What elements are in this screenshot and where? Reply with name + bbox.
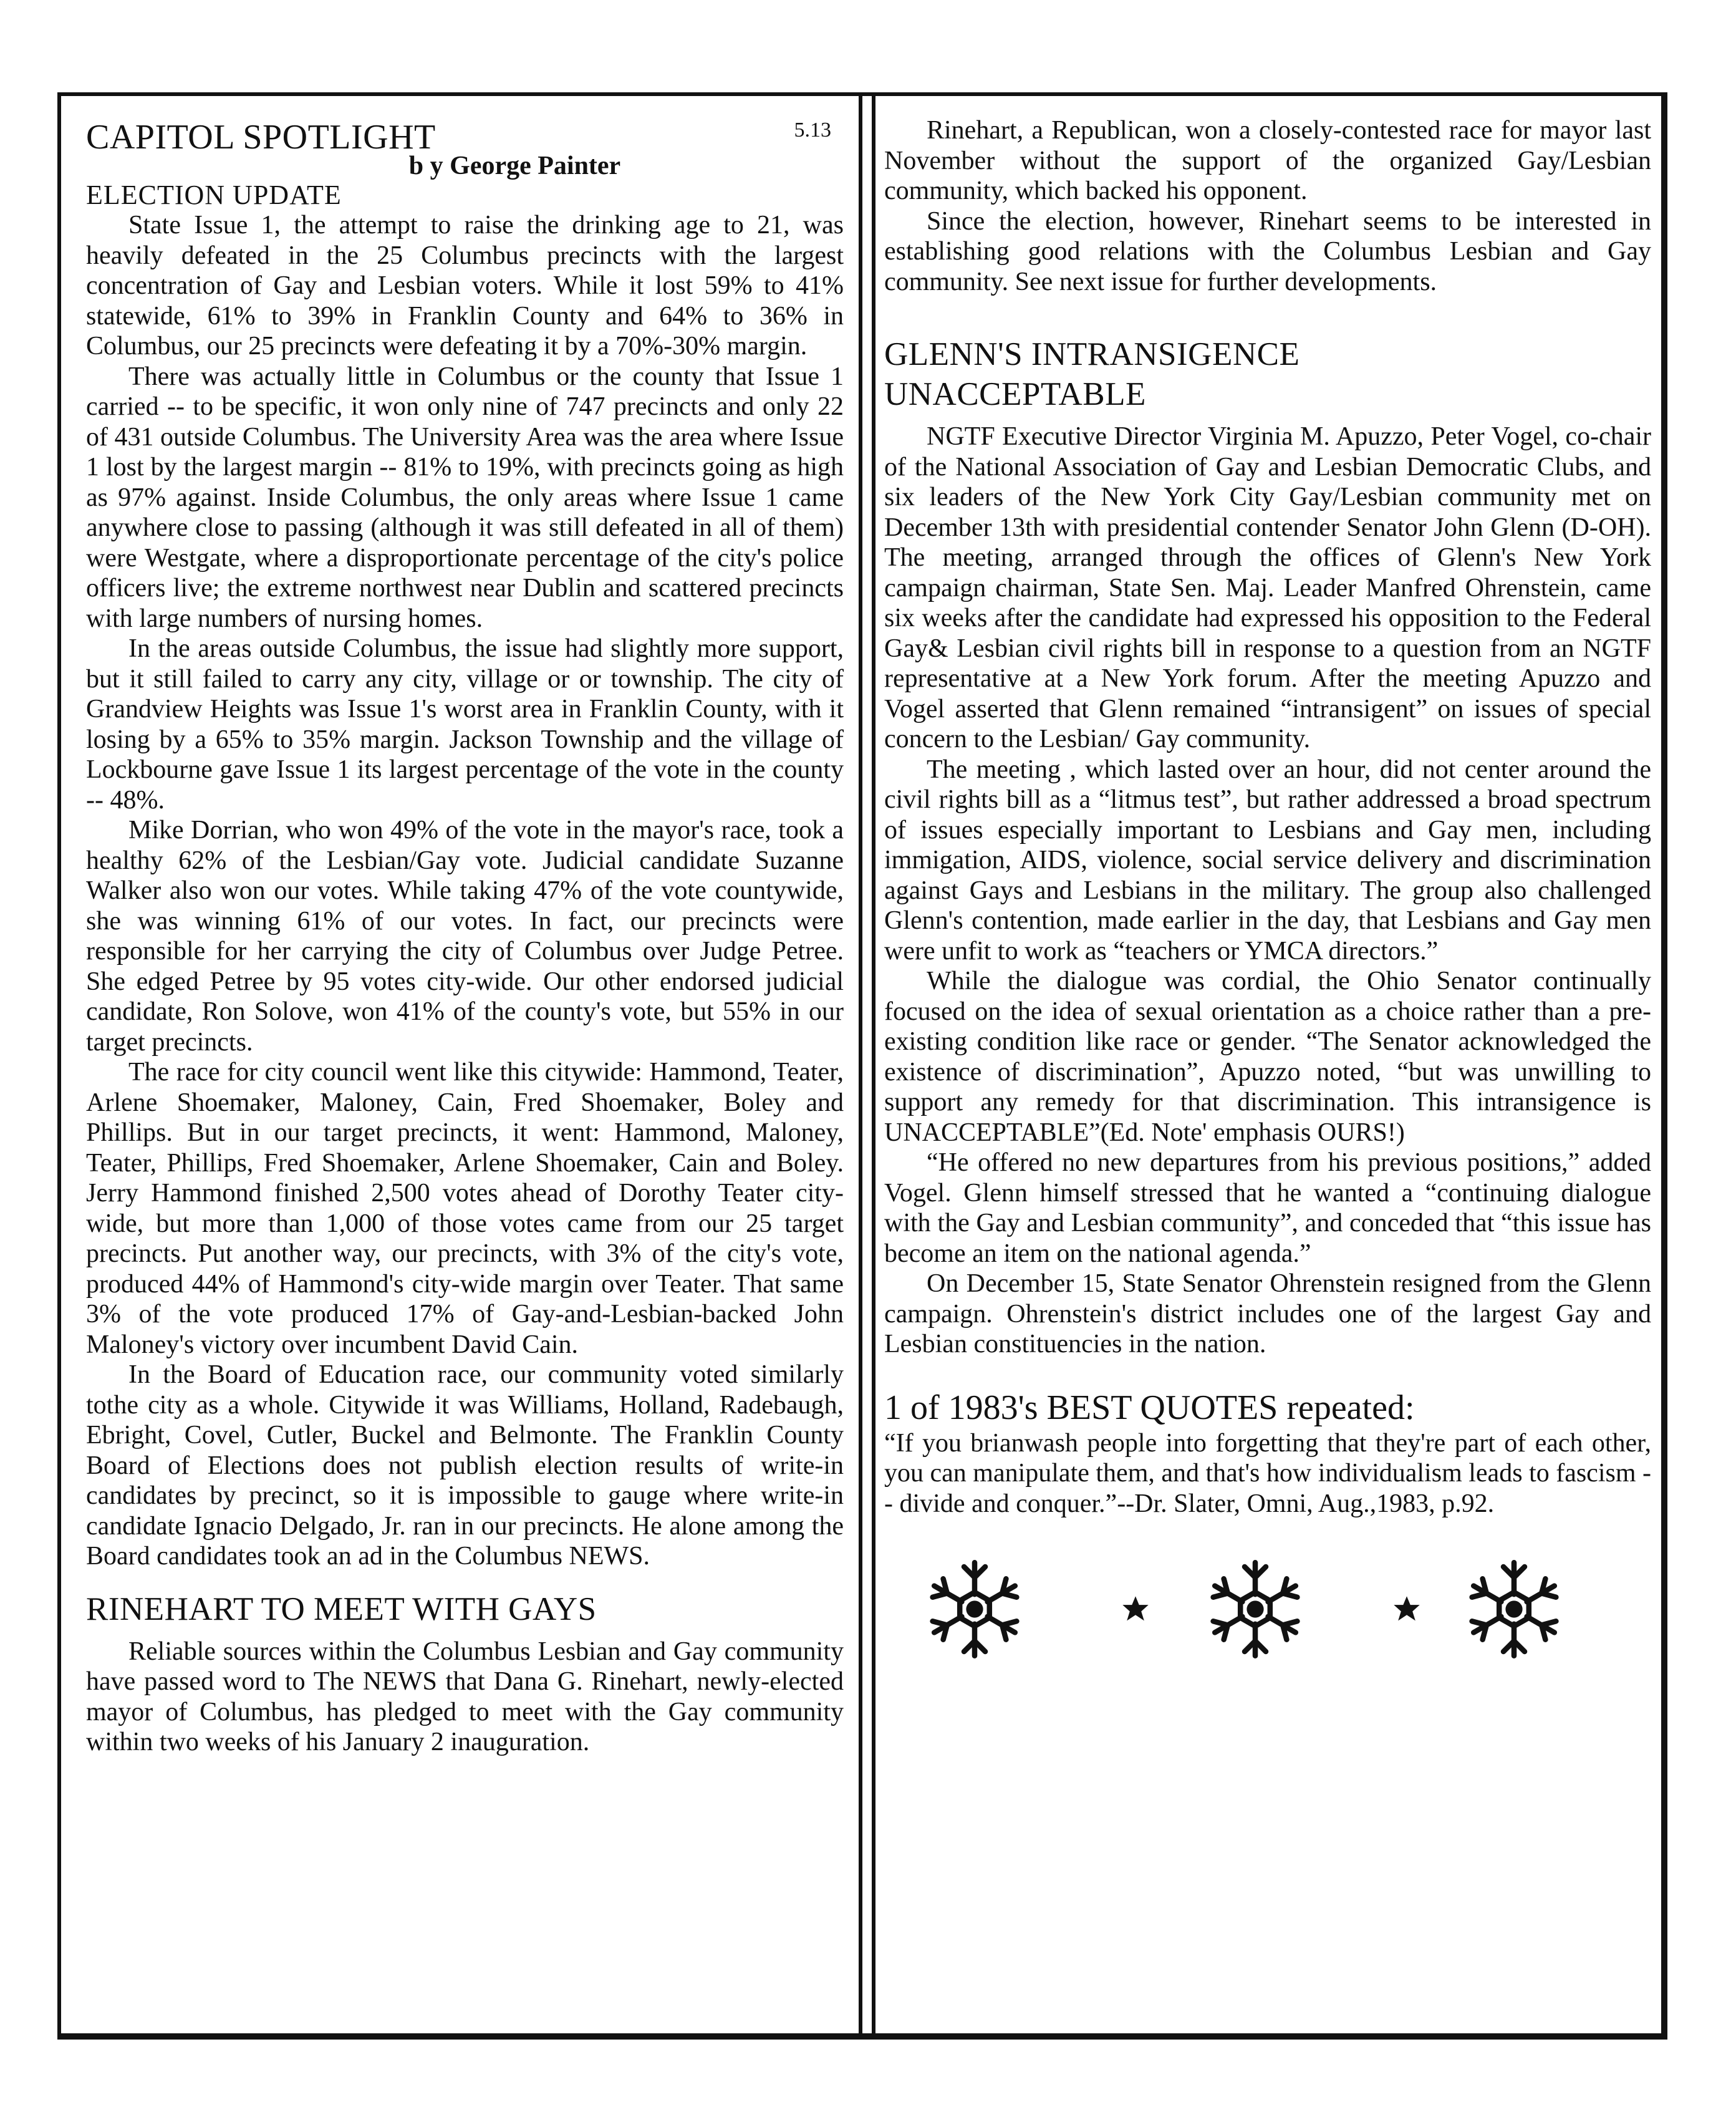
article-paragraph: Mike Dorrian, who won 49% of the vote in the mayor's race, took a healthy 62% of the Lesbian/Gay vote. Judicial candidate Suzanne Walker also won our votes. While taking 47% of the vote countywide, she was winning 61% of our votes. In fact, our precincts were responsible for her carrying the city of Columbus over Judge Petree. She edged Petree by 95 votes city-wide. Our other endorsed judicial candidate, Ron Solove, won 41% of the county's vote, but 55% in our target precincts. [86,816,844,1057]
column-title: CAPITOL SPOTLIGHT [86,118,436,157]
ornament-row [884,1556,1651,1675]
snowflake-icon [1461,1556,1567,1662]
article-paragraph: State Issue 1, the attempt to raise the drinking age to 21, was heavily defeated in the 25 Columbus precincts with the largest concentration of Gay and Lesbian voters. While it lost 59% to 41% statewide, 61% to 39% in Franklin County and 64% to 36% in Columbus, our 25 precincts were defeating it by a 70%-30% margin. [86,211,844,361]
snowflake-icon [922,1556,1028,1662]
article-paragraph: Since the election, however, Rinehart seems to be interested in establishing good relations with the Columbus Lesbian and Gay community. See next issue for further developments. [884,206,1651,296]
article-paragraph: Reliable sources within the Columbus Lesbian and Gay community have passed word to The NEWS that Dana G. Rinehart, newly-elected mayor of Columbus, has pledged to meet with the Gay community within two weeks of his January 2 inauguration. [86,1637,844,1756]
quote-text: “If you brianwash people into forgetting that they're part of each other, you can manipulate them, and that's how individualism leads to fascism -- divide and conquer.”--Dr. Slater, Omni, Aug.,1983, p.92. [884,1428,1651,1518]
section-title-glenn [884,334,1651,414]
byline: b y George Painter [408,152,621,180]
page-number: 5.13 [794,119,831,142]
header-row [86,115,844,159]
left-column [86,115,844,1758]
article-paragraph: NGTF Executive Director Virginia M. Apuzzo, Peter Vogel, co-chair of the National Association of Gay and Lesbian Democratic Clubs, and six leaders of the New York City Gay/Lesbian community met on December 13th with presidential contender Senator John Glenn (D-OH). The meeting, arranged through the offices of Glenn's New York campaign chairman, State Sen. Maj. Leader Manfred Ohrenstein, came six weeks after the candidate had expressed his opposition to the Federal Gay& Lesbian civil rights bill in response to a question from an NGTF representative at a New York forum. After the meeting Apuzzo and Vogel asserted that Glenn remained “intransigent” on issues of special concern to the Lesbian/ Gay community. [884,422,1651,753]
article-paragraph: While the dialogue was cordial, the Ohio Senator continually focused on the idea of sexual orientation as a choice rather than a pre-existing condition like race or gender. “The Senator acknowledged the existence of discrimination”, Apuzzo noted, “but was unwilling to support any remedy for that discrimination. This intransigence is UNACCEPTABLE”(Ed. Note' emphasis OURS!) [884,967,1651,1147]
article-paragraph: The meeting , which lasted over an hour, did not center around the civil rights bill as a “litmus test”, but rather addressed a broad spectrum of issues especially important to Lesbians and Gay men, including immigation, AIDS, violence, social service delivery and discrimination against Gays and Lesbians in the military. The group also challenged Glenn's contention, made earlier in the day, that Lesbians and Gay men were unfit to work as “teachers or YMCA directors.” [884,755,1651,966]
snowflake-icon [1202,1556,1308,1662]
subhead: ELECTION UPDATE [86,180,342,210]
column-rule [872,92,875,2040]
article-paragraph: Rinehart, a Republican, won a closely-contested race for mayor last November without the support of the organized Gay/Lesbian community, which backed his opponent. [884,116,1651,205]
article-paragraph: “He offered no new departures from his previous positions,” added Vogel. Glenn himself stressed that he wanted a “continuing dialogue with the Gay and Lesbian community”, and conceded that “this issue has become an item on the national agenda.” [884,1148,1651,1268]
right-column [884,115,1651,1675]
section-title-rinehart: RINEHART TO MEET WITH GAYS [86,1590,597,1627]
article-paragraph: There was actually little in Columbus or the county that Issue 1 carried -- to be specific, it won only nine of 747 precincts and only 22 of 431 outside Columbus. The University Area was the area where Issue 1 lost by the largest margin -- 81% to 19%, with precincts going as high as 97% against. Inside Columbus, the only areas where Issue 1 came anywhere close to passing (although it was still defeated in all of them) were Westgate, where a disproportionate percentage of the city's police officers live; the extreme northwest near Dublin and scattered precincts with large numbers of nursing homes. [86,362,844,633]
star-icon [1121,1595,1150,1624]
star-icon [1392,1595,1421,1624]
quote-title: 1 of 1983's BEST QUOTES repeated: [884,1388,1415,1427]
section-title-line: UNACCEPTABLE [884,376,1146,412]
article-paragraph: On December 15, State Senator Ohrenstein resigned from the Glenn campaign. Ohrenstein's district includes one of the largest Gay and Lesbian constituencies in the nation. [884,1269,1651,1358]
article-paragraph: The race for city council went like this citywide: Hammond, Teater, Arlene Shoemaker, Maloney, Cain, Fred Shoemaker, Boley and Phillips. But in our target precincts, it went: Hammond, Maloney, Teater, Phillips, Fred Shoemaker, Arlene Shoemaker, Cain and Boley. Jerry Hammond finished 2,500 votes ahead of Dorothy Teater city-wide, but more than 1,000 of those votes came from our 25 target precincts. Put another way, our precincts, with 3% of the city's vote, produced 44% of Hammond's city-wide margin over Teater. That same 3% of the vote produced 17% of Gay-and-Lesbian-backed John Maloney's victory over incumbent David Cain. [86,1058,844,1359]
section-title-line: GLENN'S INTRANSIGENCE [884,336,1300,372]
article-paragraph: In the Board of Education race, our community voted similarly tothe city as a whole. Citywide it was Williams, Holland, Radebaugh, Ebright, Covel, Cutler, Buckel and Belmonte. The Franklin County Board of Elections does not publish election results of write-in candidates by precinct, so it is impossible to gauge where write-in candidate Ignacio Delgado, Jr. ran in our precincts. He alone among the Board candidates took an ad in the Columbus NEWS. [86,1360,844,1571]
column-rule [859,92,862,2040]
article-paragraph: In the areas outside Columbus, the issue had slightly more support, but it still failed to carry any city, village or or township. The city of Grandview Heights was Issue 1's worst area in Franklin County, with it losing by a 65% to 35% margin. Jackson Township and the village of Lockbourne gave Issue 1 its largest percentage of the vote in the county -- 48%. [86,634,844,815]
